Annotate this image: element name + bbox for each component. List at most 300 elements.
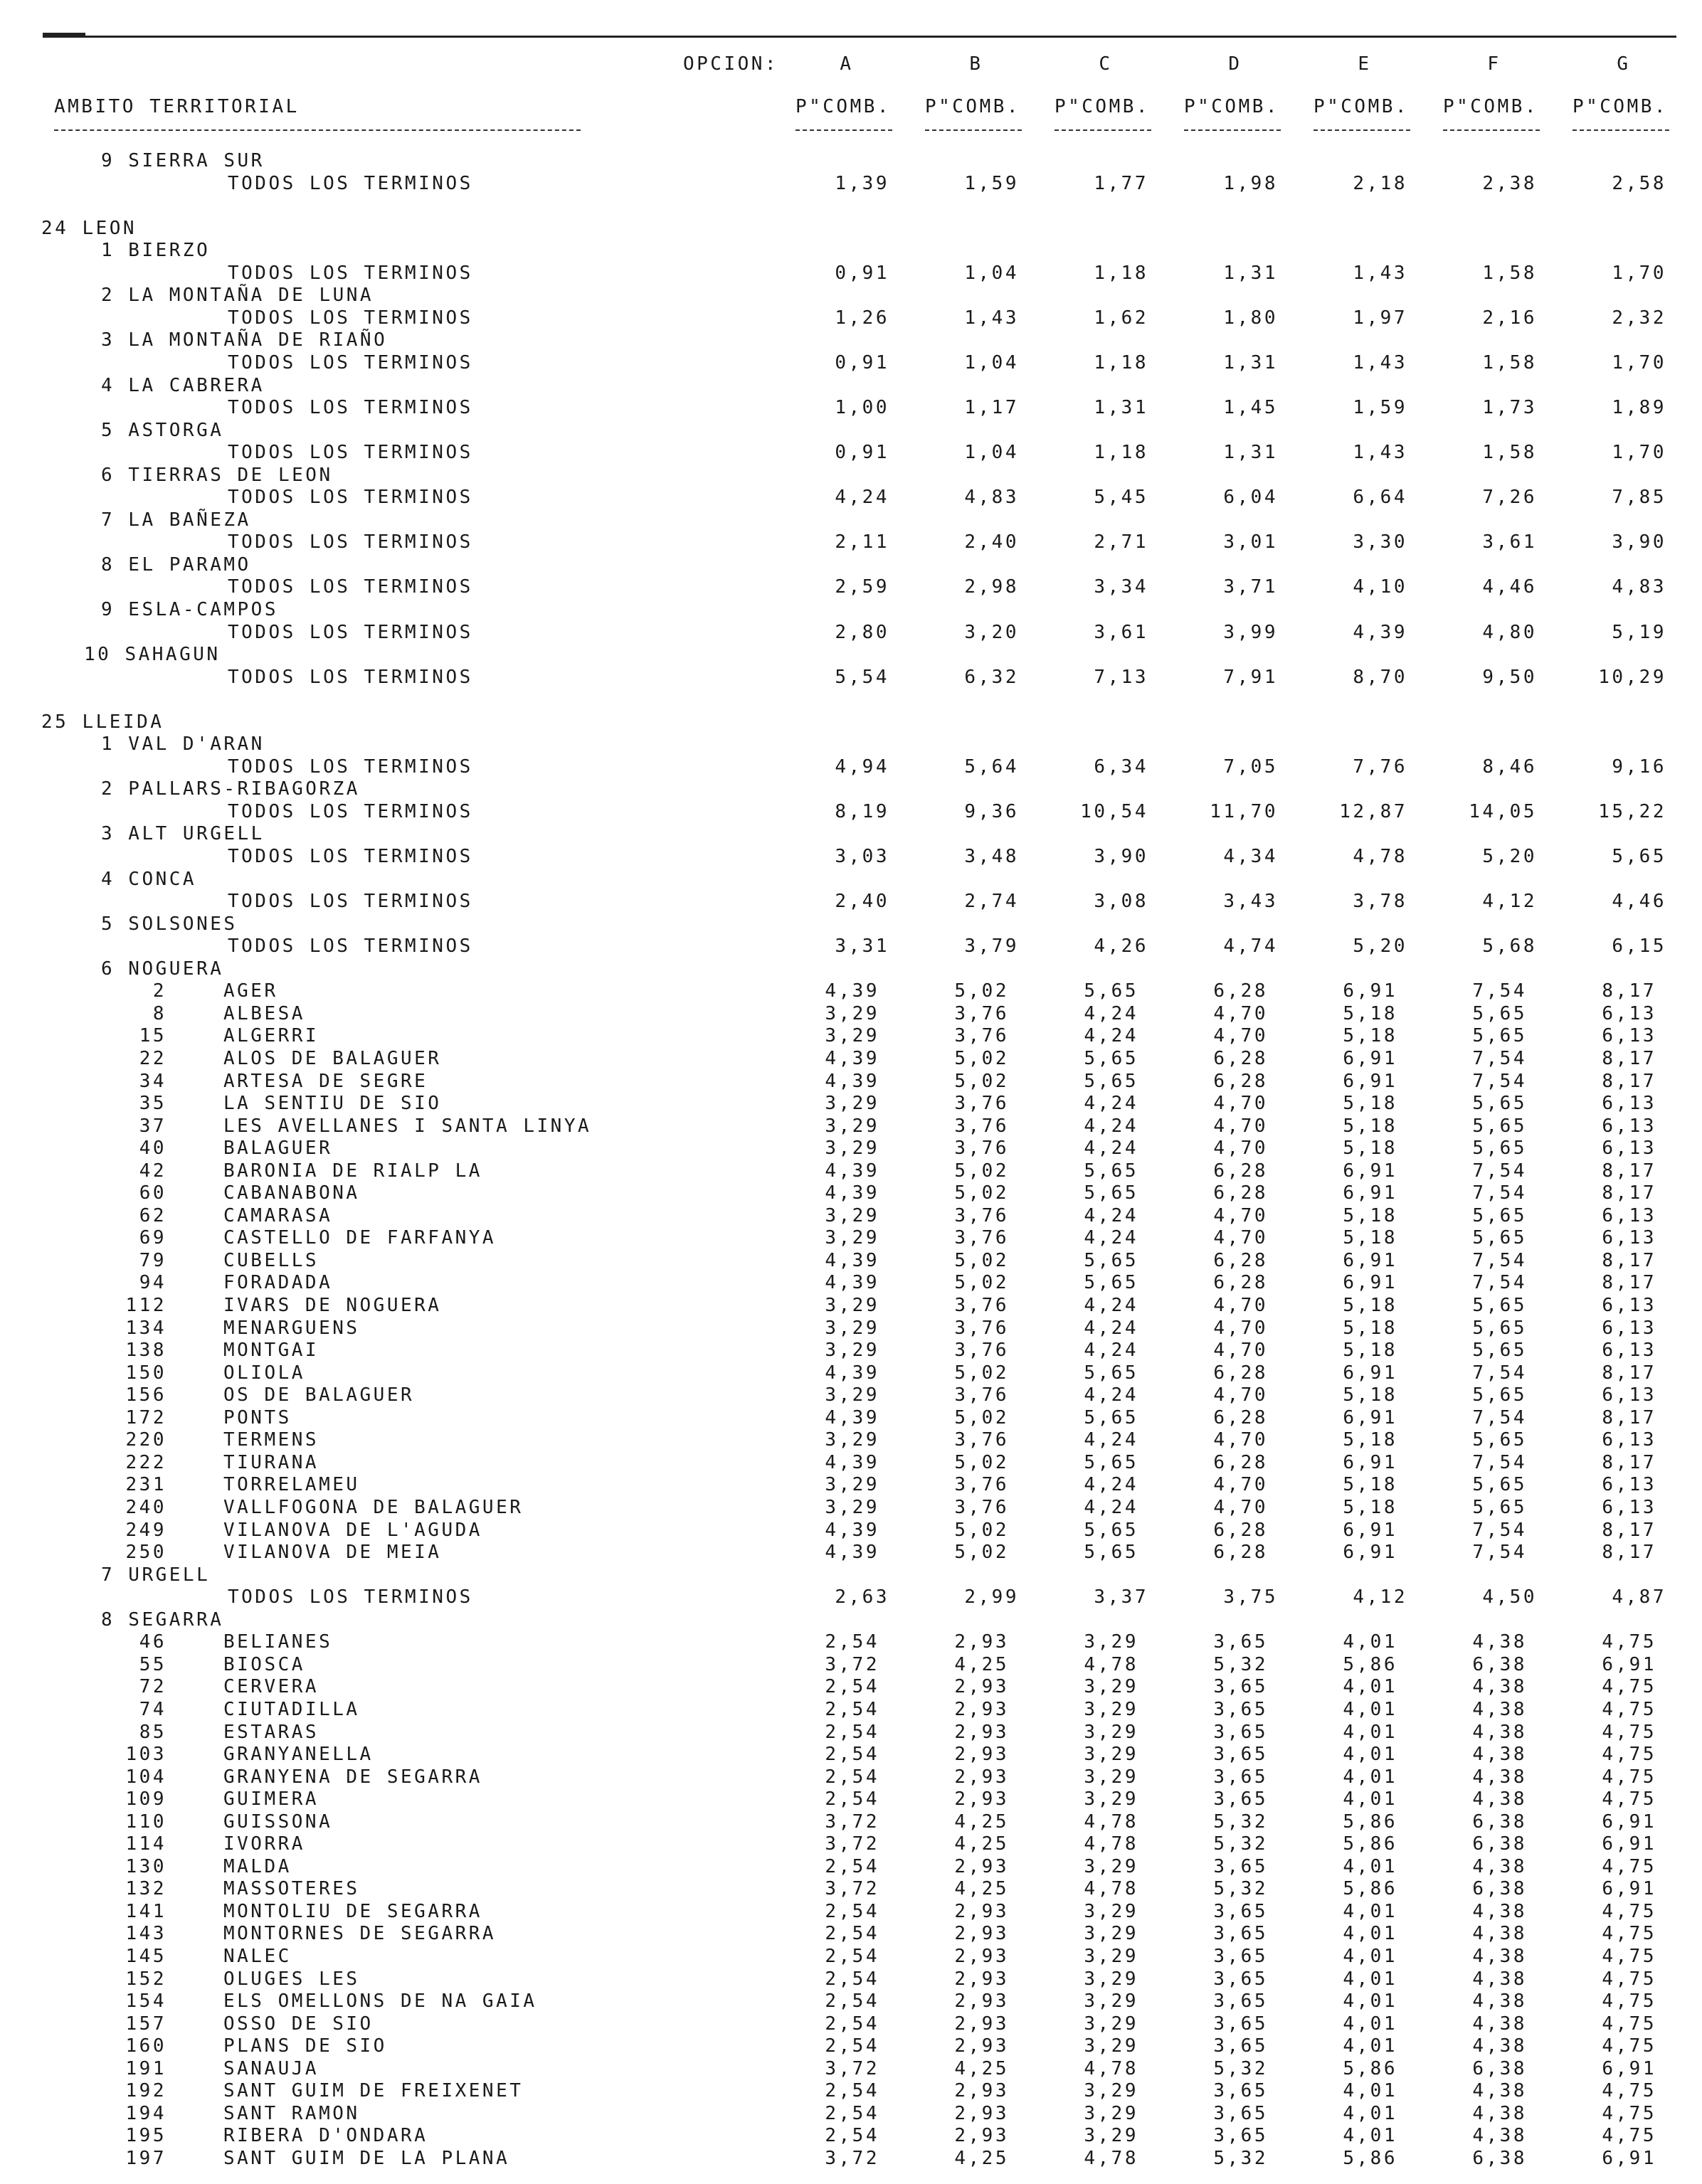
municipality-name: CAMARASA [223, 1205, 333, 1226]
value-c: 4,78 [1084, 1878, 1138, 1899]
municipality-row [0, 1204, 1702, 1227]
value-g: 4,75 [1602, 1856, 1656, 1877]
value-c: 4,24 [1084, 1318, 1138, 1339]
municipality-code: 240 [125, 1497, 166, 1518]
value-g: 4,87 [1612, 1586, 1666, 1608]
municipality-name: CUBELLS [223, 1250, 319, 1271]
value-a: 3,29 [825, 1093, 879, 1114]
value-a: 4,39 [825, 1160, 879, 1182]
municipality-row [0, 1317, 1702, 1340]
value-b: 3,76 [954, 1318, 1009, 1339]
col-label-g: P"COMB. [1572, 96, 1669, 117]
value-b: 9,36 [964, 801, 1019, 822]
value-e: 5,18 [1343, 1318, 1397, 1339]
value-d: 3,65 [1213, 2125, 1268, 2146]
value-e: 1,97 [1353, 307, 1407, 329]
all-terms-label: TODOS LOS TERMINOS [228, 846, 473, 867]
district-row [0, 419, 1702, 442]
value-c: 1,31 [1094, 397, 1148, 418]
all-terms-row [0, 756, 1702, 778]
value-a: 2,54 [825, 1990, 879, 2012]
value-d: 3,65 [1213, 1676, 1268, 1697]
value-c: 4,24 [1084, 1384, 1138, 1406]
value-e: 4,01 [1343, 1990, 1397, 2012]
municipality-row [0, 1137, 1702, 1160]
value-c: 5,65 [1084, 1452, 1138, 1473]
municipality-name: SANT RAMON [223, 2103, 360, 2124]
value-a: 5,54 [835, 667, 889, 688]
municipality-row [0, 1541, 1702, 1564]
value-d: 3,65 [1213, 1699, 1268, 1720]
value-g: 8,17 [1602, 1452, 1656, 1473]
value-g: 4,75 [1602, 1923, 1656, 1944]
value-d: 3,65 [1213, 1856, 1268, 1877]
value-d: 4,70 [1213, 1429, 1268, 1451]
district-row [0, 1608, 1702, 1631]
value-g: 4,75 [1602, 1901, 1656, 1922]
value-g: 8,17 [1602, 1272, 1656, 1293]
value-e: 6,91 [1343, 980, 1397, 1002]
value-f: 7,26 [1482, 487, 1537, 508]
value-f: 5,65 [1472, 1384, 1527, 1406]
value-e: 7,76 [1353, 756, 1407, 778]
value-c: 3,61 [1094, 622, 1148, 643]
value-g: 8,17 [1602, 1160, 1656, 1182]
value-a: 3,29 [825, 1474, 879, 1495]
area-name: 9 ESLA-CAMPOS [101, 599, 278, 620]
value-f: 9,50 [1482, 667, 1537, 688]
value-e: 6,64 [1353, 487, 1407, 508]
value-d: 4,70 [1213, 1318, 1268, 1339]
district-row [0, 913, 1702, 935]
value-f: 5,65 [1472, 1115, 1527, 1137]
value-g: 9,16 [1612, 756, 1666, 778]
value-f: 4,80 [1482, 622, 1537, 643]
value-d: 5,32 [1213, 1811, 1268, 1833]
value-c: 1,62 [1094, 307, 1148, 329]
value-c: 3,29 [1084, 2103, 1138, 2124]
area-name: 3 ALT URGELL [101, 823, 265, 844]
municipality-name: IVARS DE NOGUERA [223, 1295, 442, 1316]
municipality-code: 46 [139, 1631, 166, 1653]
municipality-name: LA SENTIU DE SIO [223, 1093, 442, 1114]
municipality-row [0, 1855, 1702, 1878]
municipality-row [0, 1271, 1702, 1294]
municipality-name: OLUGES LES [223, 1968, 360, 1990]
value-b: 5,02 [954, 1250, 1009, 1271]
value-b: 3,48 [964, 846, 1019, 867]
municipality-row [0, 1362, 1702, 1384]
value-d: 3,65 [1213, 1968, 1268, 1990]
municipality-row [0, 1833, 1702, 1855]
municipality-row [0, 1496, 1702, 1519]
value-f: 5,65 [1472, 1497, 1527, 1518]
col-label-b: P"COMB. [924, 96, 1021, 117]
value-g: 1,89 [1612, 397, 1666, 418]
value-d: 3,65 [1213, 1788, 1268, 1810]
value-b: 5,02 [954, 1071, 1009, 1092]
municipality-row [0, 2035, 1702, 2057]
value-g: 6,13 [1602, 1205, 1656, 1226]
value-d: 3,65 [1213, 1923, 1268, 1944]
municipality-code: 220 [125, 1429, 166, 1451]
area-name: 3 LA MONTAÑA DE RIAÑO [101, 329, 388, 351]
value-d: 1,31 [1223, 442, 1278, 463]
municipality-name: MALDA [223, 1856, 292, 1877]
value-g: 1,70 [1612, 442, 1666, 463]
ambito-label: AMBITO TERRITORIAL [54, 96, 300, 117]
value-d: 6,28 [1213, 980, 1268, 1002]
municipality-name: TIURANA [223, 1452, 319, 1473]
district-row [0, 1564, 1702, 1586]
value-b: 3,20 [964, 622, 1019, 643]
value-a: 3,29 [825, 1429, 879, 1451]
municipality-name: PLANS DE SIO [223, 2035, 387, 2057]
municipality-code: 157 [125, 2013, 166, 2035]
area-name: 1 BIERZO [101, 240, 211, 261]
municipality-row [0, 1945, 1702, 1968]
value-g: 8,17 [1602, 1048, 1656, 1069]
municipality-row [0, 1922, 1702, 1945]
value-e: 4,01 [1343, 2013, 1397, 2035]
area-name: 10 SAHAGUN [84, 644, 221, 665]
value-a: 2,54 [825, 1631, 879, 1653]
value-g: 4,75 [1602, 2080, 1656, 2101]
value-c: 3,29 [1084, 2013, 1138, 2035]
value-g: 4,75 [1602, 2035, 1656, 2057]
municipality-code: 60 [139, 1182, 166, 1204]
value-g: 4,75 [1602, 1766, 1656, 1788]
value-c: 3,29 [1084, 1631, 1138, 1653]
all-terms-label: TODOS LOS TERMINOS [228, 531, 473, 553]
value-b: 2,93 [954, 1856, 1009, 1877]
value-f: 7,54 [1472, 1048, 1527, 1069]
option-d: D [1228, 53, 1242, 75]
value-f: 4,38 [1472, 2013, 1527, 2035]
municipality-code: 141 [125, 1901, 166, 1922]
municipality-code: 15 [139, 1025, 166, 1046]
all-terms-label: TODOS LOS TERMINOS [228, 1586, 473, 1608]
all-terms-row [0, 621, 1702, 644]
value-g: 6,15 [1612, 935, 1666, 957]
municipality-row [0, 2079, 1702, 2102]
district-row [0, 868, 1702, 891]
value-b: 2,93 [954, 1676, 1009, 1697]
value-c: 4,24 [1084, 1003, 1138, 1024]
all-terms-label: TODOS LOS TERMINOS [228, 935, 473, 957]
municipality-row [0, 1653, 1702, 1676]
value-f: 5,65 [1472, 1340, 1527, 1361]
value-a: 3,29 [825, 1025, 879, 1046]
all-terms-label: TODOS LOS TERMINOS [228, 397, 473, 418]
value-a: 3,72 [825, 1811, 879, 1833]
value-c: 6,34 [1094, 756, 1148, 778]
value-a: 4,39 [825, 1071, 879, 1092]
value-f: 4,38 [1472, 1631, 1527, 1653]
value-b: 3,76 [954, 1474, 1009, 1495]
value-b: 2,93 [954, 1631, 1009, 1653]
municipality-code: 104 [125, 1766, 166, 1788]
value-b: 2,93 [954, 2035, 1009, 2057]
col-label-f: P"COMB. [1442, 96, 1539, 117]
value-e: 4,39 [1353, 622, 1407, 643]
value-e: 5,18 [1343, 1115, 1397, 1137]
header-columns-row [0, 95, 1702, 118]
municipality-name: MONTORNES DE SEGARRA [223, 1923, 497, 1944]
value-e: 4,01 [1343, 1923, 1397, 1944]
value-d: 7,91 [1223, 667, 1278, 688]
value-c: 4,24 [1084, 1138, 1138, 1159]
value-g: 8,17 [1602, 1520, 1656, 1541]
option-f: F [1487, 53, 1501, 75]
value-d: 3,65 [1213, 1744, 1268, 1765]
value-a: 3,29 [825, 1340, 879, 1361]
municipality-code: 42 [139, 1160, 166, 1182]
province-row [0, 217, 1702, 240]
area-name: 8 EL PARAMO [101, 554, 251, 576]
value-d: 4,70 [1213, 1115, 1268, 1137]
area-name: 6 NOGUERA [101, 958, 224, 980]
district-row [0, 778, 1702, 800]
value-b: 1,04 [964, 263, 1019, 284]
value-f: 4,38 [1472, 2035, 1527, 2057]
value-a: 2,54 [825, 1901, 879, 1922]
value-d: 4,74 [1223, 935, 1278, 957]
value-b: 2,93 [954, 1990, 1009, 2012]
municipality-code: 109 [125, 1788, 166, 1810]
municipality-name: MENARGUENS [223, 1318, 360, 1339]
value-g: 6,13 [1602, 1115, 1656, 1137]
district-row [0, 643, 1702, 666]
value-b: 2,93 [954, 1788, 1009, 1810]
value-e: 5,18 [1343, 1025, 1397, 1046]
value-b: 5,02 [954, 1452, 1009, 1473]
value-f: 5,65 [1472, 1318, 1527, 1339]
value-b: 4,25 [954, 2058, 1009, 2079]
municipality-row [0, 1182, 1702, 1204]
value-f: 5,65 [1472, 1138, 1527, 1159]
area-name: 8 SEGARRA [101, 1609, 224, 1631]
value-f: 5,65 [1472, 1295, 1527, 1316]
value-a: 3,72 [825, 2058, 879, 2079]
value-g: 4,75 [1602, 1676, 1656, 1697]
municipality-code: 172 [125, 1407, 166, 1428]
district-row [0, 509, 1702, 531]
value-f: 5,65 [1472, 1025, 1527, 1046]
value-d: 6,28 [1213, 1542, 1268, 1563]
municipality-code: 143 [125, 1923, 166, 1944]
value-e: 4,01 [1343, 1722, 1397, 1743]
value-f: 6,38 [1472, 2148, 1527, 2169]
value-c: 2,71 [1094, 531, 1148, 553]
municipality-row [0, 2013, 1702, 2035]
value-f: 3,61 [1482, 531, 1537, 553]
value-g: 7,85 [1612, 487, 1666, 508]
value-a: 3,72 [825, 2148, 879, 2169]
municipality-name: PONTS [223, 1407, 292, 1428]
municipality-row [0, 1070, 1702, 1093]
municipality-code: 110 [125, 1811, 166, 1833]
value-b: 5,02 [954, 1362, 1009, 1384]
municipality-name: TERMENS [223, 1429, 319, 1451]
value-e: 5,86 [1343, 1654, 1397, 1675]
municipality-name: VILANOVA DE MEIA [223, 1542, 442, 1563]
all-terms-label: TODOS LOS TERMINOS [228, 352, 473, 373]
value-g: 4,75 [1602, 1946, 1656, 1967]
municipality-name: ARTESA DE SEGRE [223, 1071, 428, 1092]
value-c: 4,26 [1094, 935, 1148, 957]
value-d: 1,80 [1223, 307, 1278, 329]
value-d: 4,70 [1213, 1497, 1268, 1518]
value-d: 3,65 [1213, 1766, 1268, 1788]
value-e: 5,18 [1343, 1497, 1397, 1518]
municipality-row [0, 1473, 1702, 1496]
value-c: 3,29 [1084, 1923, 1138, 1944]
value-d: 4,70 [1213, 1025, 1268, 1046]
municipality-code: 40 [139, 1138, 166, 1159]
value-g: 6,91 [1602, 2058, 1656, 2079]
option-a: A [840, 53, 854, 75]
value-g: 2,58 [1612, 173, 1666, 194]
value-g: 6,13 [1602, 1497, 1656, 1518]
col-underline-a [796, 129, 892, 131]
municipality-name: CASTELLO DE FARFANYA [223, 1227, 497, 1249]
value-e: 4,01 [1343, 2103, 1397, 2124]
municipality-code: 74 [139, 1699, 166, 1720]
option-b: B [969, 53, 983, 75]
value-a: 2,54 [825, 1856, 879, 1877]
value-a: 4,39 [825, 1452, 879, 1473]
municipality-row [0, 1766, 1702, 1788]
value-b: 4,25 [954, 1833, 1009, 1855]
value-b: 4,25 [954, 1811, 1009, 1833]
value-c: 3,29 [1084, 1744, 1138, 1765]
area-name: 9 SIERRA SUR [101, 150, 265, 171]
value-d: 6,04 [1223, 487, 1278, 508]
value-d: 5,32 [1213, 2148, 1268, 2169]
municipality-code: 103 [125, 1744, 166, 1765]
value-a: 0,91 [835, 442, 889, 463]
value-a: 1,26 [835, 307, 889, 329]
value-b: 5,02 [954, 980, 1009, 1002]
value-e: 5,86 [1343, 2058, 1397, 2079]
value-e: 4,01 [1343, 1968, 1397, 1990]
municipality-code: 138 [125, 1340, 166, 1361]
municipality-code: 2 [152, 980, 166, 1002]
value-f: 5,65 [1472, 1003, 1527, 1024]
municipality-name: ALOS DE BALAGUER [223, 1048, 442, 1069]
all-terms-row [0, 666, 1702, 689]
value-b: 2,93 [954, 1722, 1009, 1743]
value-d: 6,28 [1213, 1272, 1268, 1293]
value-g: 1,70 [1612, 352, 1666, 373]
municipality-code: 194 [125, 2103, 166, 2124]
municipality-code: 192 [125, 2080, 166, 2101]
value-a: 3,29 [825, 1295, 879, 1316]
value-e: 6,91 [1343, 1362, 1397, 1384]
municipality-code: 35 [139, 1093, 166, 1114]
value-b: 3,76 [954, 1025, 1009, 1046]
value-g: 4,75 [1602, 1744, 1656, 1765]
value-d: 6,28 [1213, 1520, 1268, 1541]
all-terms-row [0, 576, 1702, 598]
value-a: 2,54 [825, 1923, 879, 1944]
value-b: 1,04 [964, 352, 1019, 373]
value-c: 4,24 [1084, 1205, 1138, 1226]
value-g: 10,29 [1598, 667, 1666, 688]
value-b: 2,93 [954, 1968, 1009, 1990]
value-c: 5,65 [1084, 1160, 1138, 1182]
value-g: 6,13 [1602, 1384, 1656, 1406]
municipality-name: SANT GUIM DE LA PLANA [223, 2148, 510, 2169]
all-terms-row [0, 441, 1702, 464]
all-terms-label: TODOS LOS TERMINOS [228, 263, 473, 284]
col-label-a: P"COMB. [795, 96, 892, 117]
value-g: 4,75 [1602, 2125, 1656, 2146]
header-options-row [0, 53, 1702, 75]
value-c: 5,65 [1084, 1182, 1138, 1204]
municipality-name: TORRELAMEU [223, 1474, 360, 1495]
municipality-code: 69 [139, 1227, 166, 1249]
value-c: 3,29 [1084, 1676, 1138, 1697]
value-f: 4,38 [1472, 1722, 1527, 1743]
value-g: 15,22 [1598, 801, 1666, 822]
municipality-row [0, 1384, 1702, 1406]
municipality-code: 55 [139, 1654, 166, 1675]
value-e: 4,01 [1343, 1676, 1397, 1697]
value-b: 3,76 [954, 1384, 1009, 1406]
value-d: 5,32 [1213, 2058, 1268, 2079]
municipality-name: CERVERA [223, 1676, 319, 1697]
value-d: 3,65 [1213, 1901, 1268, 1922]
municipality-name: MASSOTERES [223, 1878, 360, 1899]
value-g: 6,91 [1602, 1654, 1656, 1675]
value-c: 3,90 [1094, 846, 1148, 867]
municipality-name: OS DE BALAGUER [223, 1384, 415, 1406]
municipality-row [0, 1698, 1702, 1721]
value-c: 3,29 [1084, 1856, 1138, 1877]
municipality-code: 197 [125, 2148, 166, 2169]
value-e: 5,18 [1343, 1384, 1397, 1406]
value-g: 4,75 [1602, 2013, 1656, 2035]
value-a: 2,11 [835, 531, 889, 553]
value-b: 3,76 [954, 1003, 1009, 1024]
district-row [0, 822, 1702, 845]
value-d: 3,65 [1213, 1990, 1268, 2012]
value-a: 3,29 [825, 1205, 879, 1226]
value-a: 3,72 [825, 1878, 879, 1899]
value-d: 3,65 [1213, 2013, 1268, 2035]
municipality-name: IVORRA [223, 1833, 305, 1855]
value-e: 6,91 [1343, 1160, 1397, 1182]
municipality-name: CIUTADILLA [223, 1699, 360, 1720]
value-c: 1,77 [1094, 173, 1148, 194]
value-c: 3,29 [1084, 1722, 1138, 1743]
value-d: 6,28 [1213, 1071, 1268, 1092]
value-a: 2,54 [825, 1722, 879, 1743]
value-f: 7,54 [1472, 1542, 1527, 1563]
municipality-row [0, 1788, 1702, 1811]
value-b: 1,04 [964, 442, 1019, 463]
municipality-name: RIBERA D'ONDARA [223, 2125, 428, 2146]
value-b: 3,76 [954, 1138, 1009, 1159]
value-d: 6,28 [1213, 1362, 1268, 1384]
all-terms-label: TODOS LOS TERMINOS [228, 667, 473, 688]
municipality-name: SANT GUIM DE FREIXENET [223, 2080, 524, 2101]
value-a: 4,39 [825, 1048, 879, 1069]
value-a: 2,54 [825, 1946, 879, 1967]
all-terms-row [0, 486, 1702, 509]
